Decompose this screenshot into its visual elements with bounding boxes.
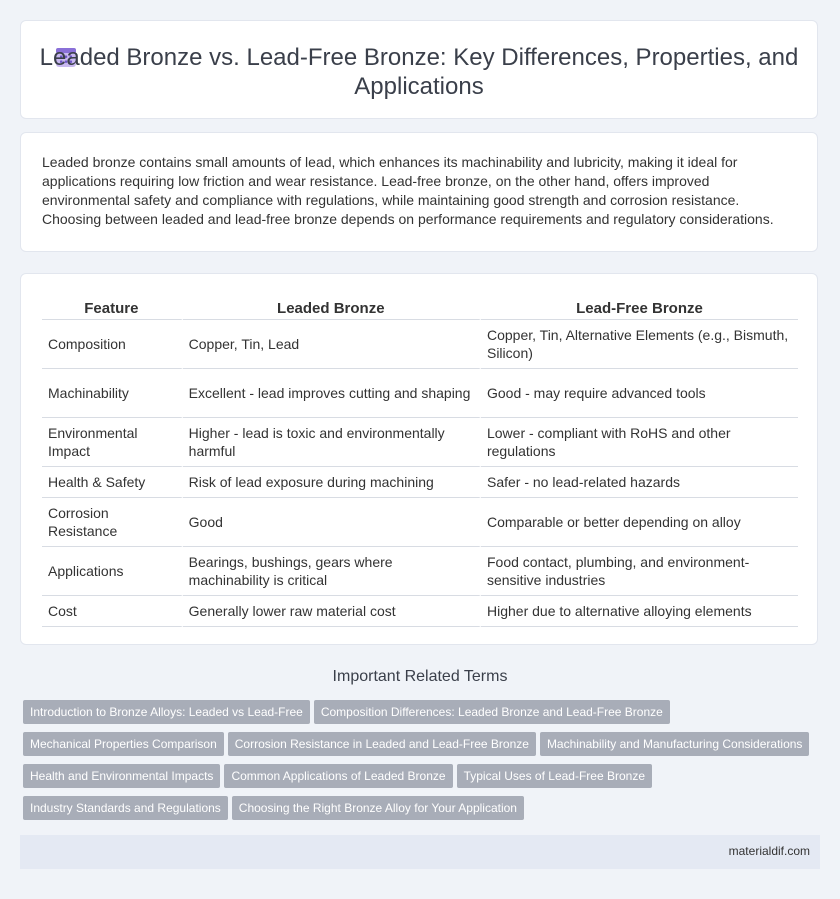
title-card	[20, 20, 818, 119]
table-header-cell: Feature	[42, 296, 183, 320]
related-term-tag[interactable]: Common Applications of Leaded Bronze	[224, 764, 452, 788]
table-row	[42, 467, 798, 498]
related-term-tag[interactable]: Mechanical Properties Comparison	[23, 732, 224, 756]
table-cell: Lower - compliant with RoHS and other regulations	[481, 418, 798, 467]
table-cell: Machinability	[42, 369, 183, 418]
comparison-table	[42, 296, 798, 627]
table-row	[42, 596, 798, 627]
table-header-cell: Leaded Bronze	[183, 296, 481, 320]
table-cell: Safer - no lead-related hazards	[481, 467, 798, 498]
table-cell: Health & Safety	[42, 467, 183, 498]
related-term-tag[interactable]: Choosing the Right Bronze Alloy for Your Application	[232, 796, 524, 820]
footer-site-link[interactable]: materialdif.com	[728, 844, 810, 858]
table-cell: Environmental Impact	[42, 418, 183, 467]
related-term-tag[interactable]: Health and Environmental Impacts	[23, 764, 220, 788]
intro-paragraph: Leaded bronze contains small amounts of lead, which enhances its machinability and lubricity, making it ideal for applications requiring low friction and wear resistance. Lead-free bronze, on the other hand, offers improved environmental safety and compliance with regulations, while maintaining good strength and corrosion resistance. Choosing between leaded and lead-free bronze depends on performance requirements and regulatory considerations.	[42, 154, 774, 227]
table-cell: Good	[183, 498, 481, 547]
related-term-tag[interactable]: Corrosion Resistance in Leaded and Lead-Free Bronze	[228, 732, 536, 756]
tag-row	[23, 700, 823, 732]
table-cell: Higher due to alternative alloying elements	[481, 596, 798, 627]
related-term-tag[interactable]: Typical Uses of Lead-Free Bronze	[457, 764, 652, 788]
related-terms-list	[23, 700, 823, 828]
table-cell: Cost	[42, 596, 183, 627]
table-row	[42, 320, 798, 369]
table-row	[42, 369, 798, 418]
table-cell: Copper, Tin, Alternative Elements (e.g., Bismuth, Silicon)	[481, 320, 798, 369]
related-term-tag[interactable]: Introduction to Bronze Alloys: Leaded vs Lead-Free	[23, 700, 310, 724]
related-term-tag[interactable]: Industry Standards and Regulations	[23, 796, 228, 820]
table-cell: Risk of lead exposure during machining	[183, 467, 481, 498]
table-cell: Food contact, plumbing, and environment-sensitive industries	[481, 547, 798, 596]
table-row	[42, 498, 798, 547]
footer	[20, 835, 820, 869]
related-term-tag[interactable]: Composition Differences: Leaded Bronze and Lead-Free Bronze	[314, 700, 670, 724]
table-cell: Copper, Tin, Lead	[183, 320, 481, 369]
tag-row	[23, 796, 823, 828]
table-cell: Bearings, bushings, gears where machinability is critical	[183, 547, 481, 596]
table-cell: Good - may require advanced tools	[481, 369, 798, 418]
tag-row	[23, 732, 823, 764]
table-cell: Generally lower raw material cost	[183, 596, 481, 627]
related-terms-heading: Important Related Terms	[332, 668, 508, 685]
table-cell: Composition	[42, 320, 183, 369]
related-term-tag[interactable]: Machinability and Manufacturing Considerations	[540, 732, 809, 756]
table-header-row	[42, 296, 798, 320]
table-cell: Applications	[42, 547, 183, 596]
table-cell: Excellent - lead improves cutting and shaping	[183, 369, 481, 418]
table-cell: Comparable or better depending on alloy	[481, 498, 798, 547]
table-cell: Corrosion Resistance	[42, 498, 183, 547]
table-row	[42, 547, 798, 596]
page-title: Leaded Bronze vs. Lead-Free Bronze: Key Differences, Properties, and Applications	[39, 44, 799, 100]
table-cell: Higher - lead is toxic and environmentally harmful	[183, 418, 481, 467]
table-header-cell: Lead-Free Bronze	[481, 296, 798, 320]
intro-card	[20, 132, 818, 252]
tag-row	[23, 764, 823, 796]
table-row	[42, 418, 798, 467]
comparison-table-card	[20, 273, 818, 645]
